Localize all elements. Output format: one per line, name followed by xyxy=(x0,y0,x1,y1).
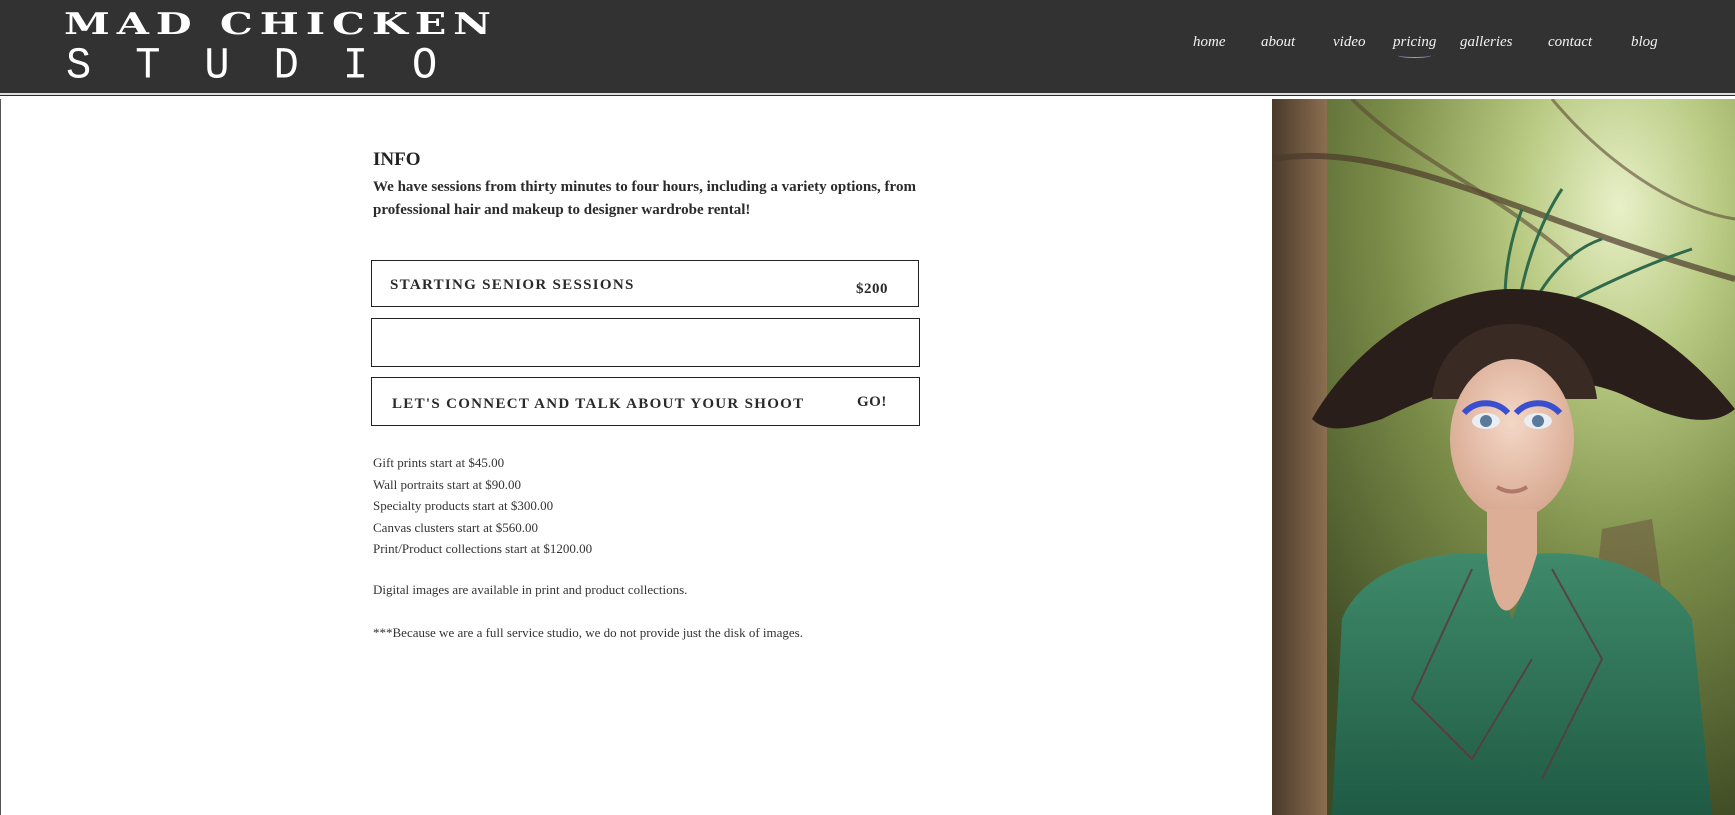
nav-home[interactable]: home xyxy=(1193,34,1226,50)
price-item: Specialty products start at $300.00 xyxy=(373,498,554,514)
connect-label: LET'S CONNECT AND TALK ABOUT YOUR SHOOT xyxy=(392,396,805,412)
senior-sessions-label: STARTING SENIOR SESSIONS xyxy=(390,277,635,293)
info-title: INFO xyxy=(373,149,421,170)
nav-blog[interactable]: blog xyxy=(1631,34,1658,50)
page-left-border xyxy=(0,99,1,815)
nav-contact[interactable]: contact xyxy=(1548,34,1593,50)
logo-line-mad-chicken: MAD CHICKEN xyxy=(64,7,498,42)
nav-pricing[interactable]: pricing xyxy=(1393,34,1437,50)
nav-galleries[interactable]: galleries xyxy=(1460,34,1513,50)
connect-box[interactable] xyxy=(371,377,920,426)
price-item: Gift prints start at $45.00 xyxy=(373,455,505,470)
price-item: Wall portraits start at $90.00 xyxy=(373,476,522,492)
empty-box xyxy=(371,318,920,367)
digital-images-note: Digital images are available in print and product collections. xyxy=(373,582,688,597)
senior-sessions-price: $200 xyxy=(856,281,888,297)
info-section xyxy=(373,148,953,222)
info-description: We have sessions from thirty minutes to four hours, including a variety options, from professional hair and makeup to designer wardrobe rental! xyxy=(373,179,916,218)
main-nav xyxy=(0,34,1735,64)
price-item: Canvas clusters start at $560.00 xyxy=(373,519,538,535)
price-item: Print/Product collections start at $1200.00 xyxy=(373,541,593,557)
senior-sessions-box[interactable] xyxy=(371,260,919,307)
site-header xyxy=(0,0,1735,96)
connect-go-button[interactable]: GO! xyxy=(857,394,887,410)
nav-about[interactable]: about xyxy=(1261,34,1296,50)
portrait-photo xyxy=(1272,99,1735,815)
price-list xyxy=(373,452,592,560)
logo-line-studio: STUDIO xyxy=(66,40,482,92)
disk-note: ***Because we are a full service studio, we do not provide just the disk of images. xyxy=(373,625,803,640)
nav-video[interactable]: video xyxy=(1333,34,1366,50)
